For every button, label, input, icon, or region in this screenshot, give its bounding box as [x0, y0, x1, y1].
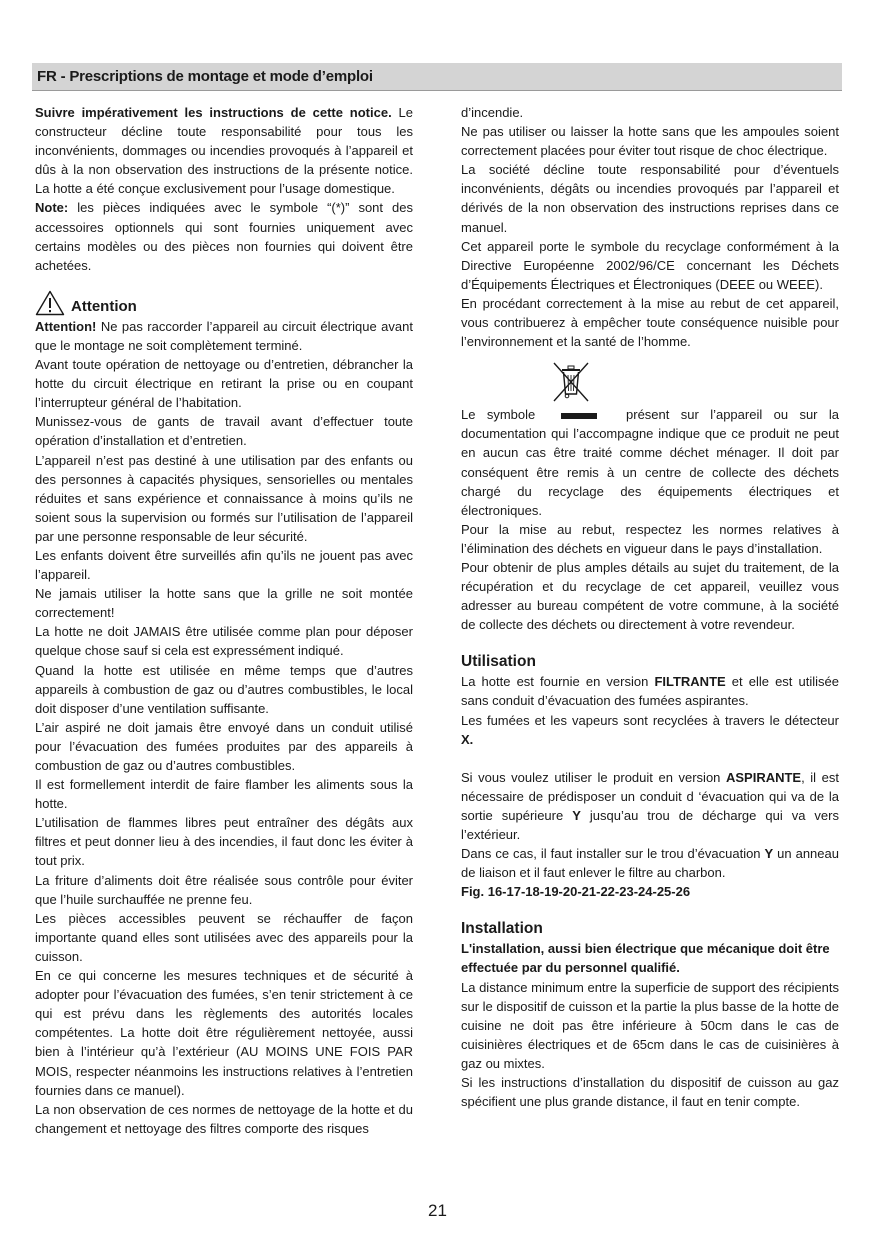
anneau-text-c: un anneau de liaison et il faut enlever le filtre au charbon.	[461, 846, 839, 881]
sortie-y-bold: Y	[572, 807, 581, 823]
fumees-text: Les fumées et les vapeurs sont recyclées à travers le détecteur	[461, 712, 839, 728]
figure-list: Fig. 16-17-18-19-20-21-22-23-24-25-26	[461, 884, 691, 900]
filtrante-text-c: et elle est utilisée sans conduit d’évacuation des fumées aspirantes.	[461, 674, 839, 709]
aspirante-text-e: jusqu’au trou de décharge qui va vers l’extérieur.	[461, 807, 839, 842]
paragraph-flammes: L’utilisation de flammes libres peut entraîner des dégâts aux filtres et peut donner lieu à des incendies, il faut donc les éviter à tout prix.	[35, 815, 413, 869]
paragraph-societe: La société décline toute responsabilité pour d’éventuels inconvénients, dégâts ou incendies provoqués par l’appareil et dérivés de la non observation des instructions reprises dans ce manuel.	[461, 162, 839, 235]
paragraph-friture: La friture d’aliments doit être réalisée sous contrôle pour éviter que l’huile surchauffée ne prenne feu.	[35, 872, 413, 907]
paragraph-flamber: Il est formellement interdit de faire flamber les aliments sous la hotte.	[35, 777, 413, 812]
paragraph-cleaning: Avant toute opération de nettoyage ou d’entretien, débrancher la hotte du circuit électrique en retirant la prise ou en coupant l’interrupteur général de l’habitation.	[35, 357, 413, 411]
attention-text: Ne pas raccorder l’appareil au circuit électrique avant que le montage ne soit complètement terminé.	[35, 318, 413, 353]
paragraph-aspirante	[461, 768, 839, 844]
paragraph-persons: L’appareil n’est pas destiné à une utilisation par des enfants ou des personnes à capacités physiques, sensorielles ou mentales réduites et sans expérience et connaissance à moins qu’ils ne soient sous la supervision ou formés sur l’utilisation de l’appareil par une personne responsable de leur sécurité.	[35, 452, 413, 544]
trou-y-bold: Y	[764, 846, 774, 862]
detecteur-x-bold: X.	[461, 731, 474, 747]
filtrante-text-a: La hotte est fournie en version	[461, 674, 655, 690]
paragraph-children: Les enfants doivent être surveillés afin qu’ils ne jouent pas avec l’appareil.	[35, 547, 413, 583]
attention-paragraph	[35, 317, 413, 355]
figure-reference	[461, 882, 839, 901]
aspirante-text-c: , il est nécessaire de prédisposer un conduit d ‘évacuation qui va de la sortie supérieure	[461, 769, 839, 823]
installation-title: Installation	[461, 920, 543, 938]
paragraph-fumees	[461, 711, 839, 749]
attention-title: Attention	[71, 297, 137, 315]
paragraph-plan: La hotte ne doit JAMAIS être utilisée comme plan pour déposer quelque chose sauf si cela est expressément indiqué.	[35, 624, 413, 659]
paragraph-normes: Pour la mise au rebut, respectez les normes relatives à l’élimination des déchets en vigueur dans le pays d’installation.	[461, 521, 839, 556]
paragraph-anneau	[461, 844, 839, 882]
paragraph-securite: En ce qui concerne les mesures techniques et de sécurité à adopter pour l’évacuation des fumées, s’en tenir strictement à ce qui est prévu dans les règlements des autorités locales compétentes. La hotte doit être régulièrement nettoyée, aussi bien à l’intérieur qu’à l’extérieur (AU MOINS UNE FOIS PAR MOIS, respecter néanmoins les instructions relatives à l’entretien fournies dans ce manuel).	[35, 968, 413, 1098]
note-paragraph	[35, 198, 413, 274]
weee-symbol-area	[461, 361, 839, 405]
paragraph-recyclage: Cet appareil porte le symbole du recyclage conformément à la Directive Européenne 2002/96/CE concernant les Déchets d’Équipements Électriques et Électroniques (DEEE ou WEEE).	[461, 238, 839, 292]
note-bold: Note:	[35, 200, 69, 216]
symbole-text-post: présent sur l’appareil ou sur la documentation qui l’accompagne indique que ce produit ne peut en aucun cas être traité comme déchet ménager. Il doit par conséquent être remis à un centre de collecte des déchets chargé du recyclage des équipements électriques et électroniques.	[461, 407, 840, 518]
paragraph-qualifie	[461, 939, 839, 977]
paragraph-ampoules: Ne pas utiliser ou laisser la hotte sans que les ampoules soient correctement placées pour éviter tout risque de choc électrique.	[461, 124, 839, 159]
intro-text: Le constructeur décline toute responsabilité pour tous les inconvénients, dommages ou incendies provoqués à l’appareil et dûs à la non observation des instructions de la présente notice. La hotte a été conçue exclusivement pour l’usage domestique.	[35, 105, 413, 197]
filtrante-bold: FILTRANTE	[654, 674, 726, 690]
intro-paragraph	[35, 103, 413, 198]
anneau-text-a: Dans ce cas, il faut installer sur le trou d’évacuation	[461, 846, 765, 862]
aspirante-text-a: Si vous voulez utiliser le produit en version	[461, 769, 726, 785]
paragraph-details: Pour obtenir de plus amples détails au sujet du traitement, de la récupération et du recyclage de cet appareil, veuillez vous adresser au bureau compétent de votre commune, à la société de collecte des déchets ou directement à votre revendeur.	[461, 559, 839, 633]
attention-heading	[35, 290, 413, 316]
symbole-text-pre: Le symbole	[461, 407, 547, 423]
utilisation-title: Utilisation	[461, 653, 536, 671]
paragraph-gaz: Si les instructions d’installation du dispositif de cuisson au gaz spécifient une plus grande distance, il faut en tenir compte.	[461, 1075, 839, 1110]
intro-bold: Suivre impérativement les instructions de cette notice.	[35, 105, 392, 120]
paragraph-air: L’air aspiré ne doit jamais être envoyé dans un conduit utilisé pour l’évacuation des fumées produites par des appareils à combustion de gaz ou d’autres combustibles.	[35, 719, 413, 773]
weee-bar	[561, 413, 597, 419]
warning-triangle-icon	[35, 290, 65, 316]
paragraph-filtrante	[461, 672, 839, 710]
note-text: les pièces indiquées avec le symbole “(*)” sont des accessoires optionnels qui sont fournies uniquement avec certains modèles ou des pièces non fournies qui doivent être achetées.	[35, 200, 413, 273]
qualifie-bold: L'installation, aussi bien électrique que mécanique doit être effectuée par du personnel qualifié.	[461, 941, 830, 976]
paragraph-ventilation: Quand la hotte est utilisée en même temps que d’autres appareils à combustion de gaz ou d’autres combustibles, le local doit disposer d’une ventilation suffisante.	[35, 662, 413, 716]
section-header	[32, 63, 842, 91]
paragraph-grille: Ne jamais utiliser la hotte sans que la grille ne soit montée correctement!	[35, 586, 413, 621]
paragraph-gloves: Munissez-vous de gants de travail avant d’effectuer toute opération d’installation et d’entretien.	[35, 414, 413, 449]
aspirante-bold: ASPIRANTE	[725, 769, 802, 785]
paragraph-incendie: d’incendie.	[461, 105, 524, 120]
paragraph-nettoyage: La non observation de ces normes de nettoyage de la hotte et du changement et nettoyage des filtres comporte des risques	[35, 1101, 413, 1136]
crossed-bin-icon	[551, 361, 591, 405]
left-column	[35, 103, 413, 1138]
paragraph-symbole	[461, 405, 839, 520]
header-title: FR - Prescriptions de montage et mode d’emploi	[37, 68, 373, 85]
attention-bold: Attention!	[35, 318, 97, 334]
paragraph-pieces: Les pièces accessibles peuvent se réchauffer de façon importante quand elles sont utilisées avec des appareils pour la cuisson.	[35, 910, 413, 964]
page-number: 21	[428, 1201, 447, 1220]
spacer	[461, 749, 839, 768]
paragraph-distance: La distance minimum entre la superficie de support des récipients sur le dispositif de cuisson et la partie la plus basse de la hotte de cuisine ne doit pas être inférieure à 50cm dans le cas de cuisinières électriques et de 65cm dans le cas de cuisinières à gaz ou mixtes.	[461, 979, 839, 1071]
right-column	[461, 103, 839, 1111]
paragraph-rebut: En procédant correctement à la mise au rebut de cet appareil, vous contribuerez à empêcher toute conséquence nuisible pour l’environnement et la santé de l’homme.	[461, 295, 839, 350]
